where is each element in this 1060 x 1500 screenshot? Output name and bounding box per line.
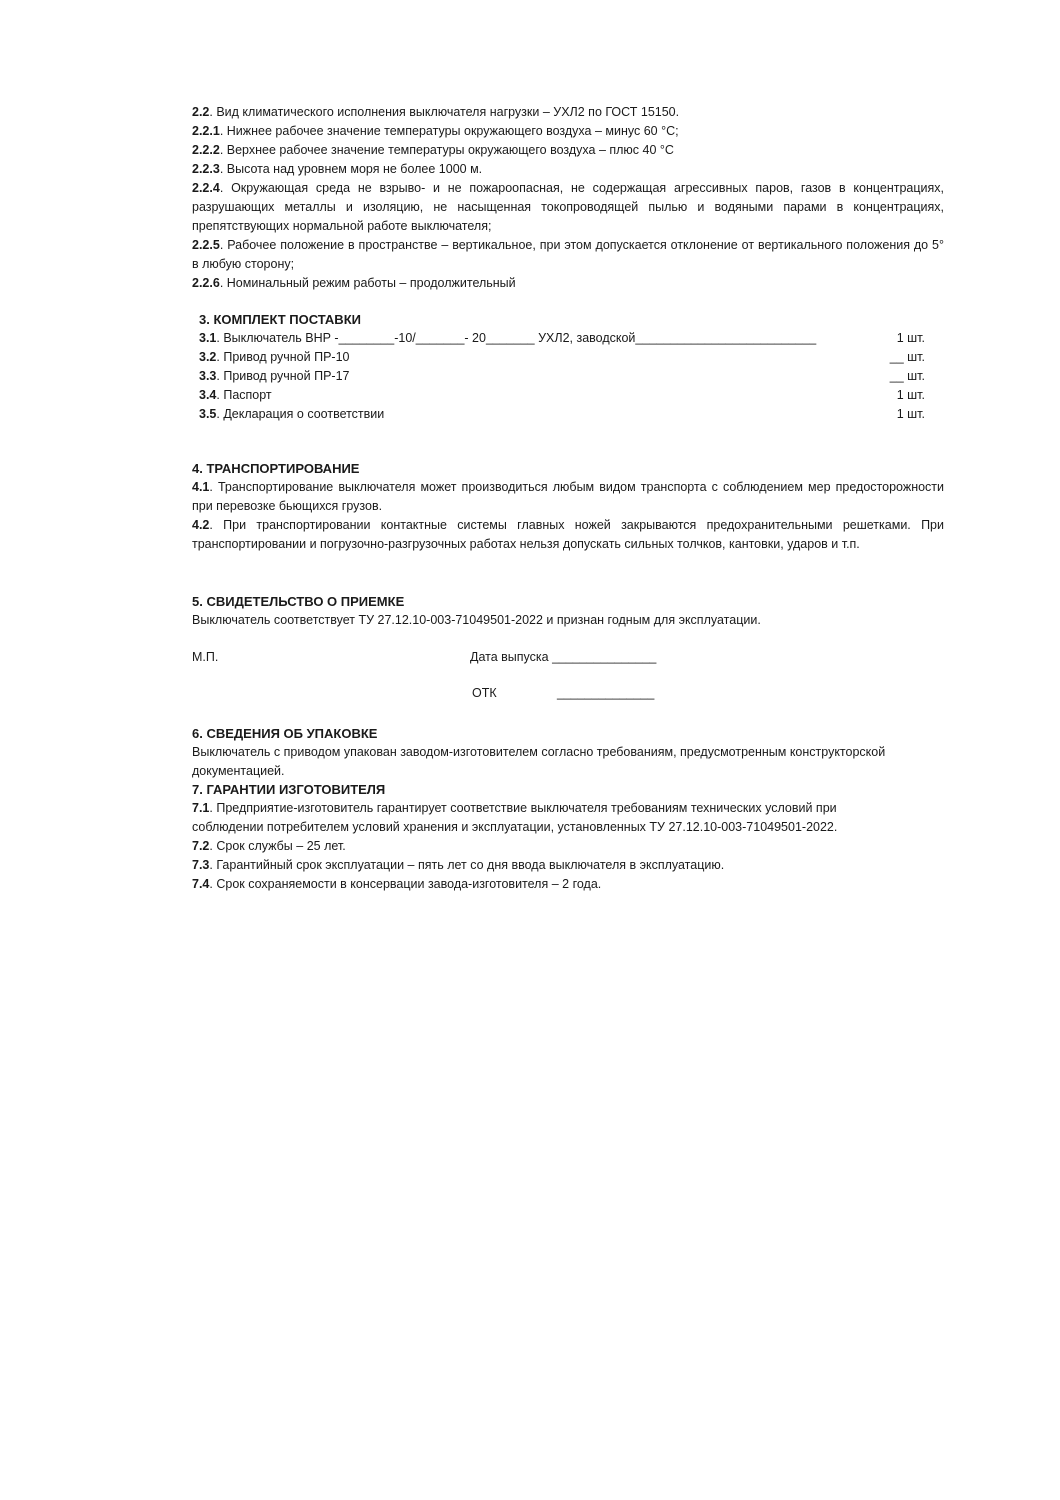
item-7-1: 7.1. Предприятие-изготовитель гарантирует соответствие выключателя требованиям технических условий при соблюдении потребителем условий хранения и эксплуатации, установленных ТУ 27.12.10-003-71049501-2022. <box>192 801 838 834</box>
item-7-2: 7.2. Срок службы – 25 лет. <box>192 839 346 853</box>
item-2-2-5: 2.2.5. Рабочее положение в пространстве – вертикальное, при этом допускается отклонение от вертикального положения до 5° в любую сторону; <box>192 238 944 271</box>
release-date-field: Дата выпуска _______________ <box>470 650 657 664</box>
otk-signature-line: ______________ <box>557 686 655 700</box>
item-7-4: 7.4. Срок сохраняемости в консервации завода-изготовителя – 2 года. <box>192 877 602 891</box>
section-5-heading: 5. СВИДЕТЕЛЬСТВО О ПРИЕМКЕ <box>192 594 405 609</box>
section-3-delivery-set <box>199 310 925 424</box>
delivery-qty: 1 шт. <box>896 407 925 421</box>
delivery-qty: 1 шт. <box>896 388 925 402</box>
delivery-item-3-1: 3.1. Выключатель ВНР -________-10/_______- 20_______ УХЛ2, заводской__________________________ 1 шт. <box>199 329 925 348</box>
section-5-acceptance <box>192 592 944 630</box>
item-2-2-3: 2.2.3. Высота над уровнем моря не более 1000 м. <box>192 162 483 176</box>
delivery-qty: __ шт. <box>889 350 925 364</box>
section-6-heading: 6. СВЕДЕНИЯ ОБ УПАКОВКЕ <box>192 726 378 741</box>
section-6-packaging <box>192 724 944 781</box>
delivery-item-3-2: 3.2. Привод ручной ПР-10 __ шт. <box>199 348 925 367</box>
item-2-2-4: 2.2.4. Окружающая среда не взрыво- и не пожароопасная, не содержащая агрессивных паров, газов в концентрациях, разрушающих металлы и изоляцию, не насыщенная токопроводящей пылью и водяными парами в концентрациях, препятствующих нормальной работе выключателя; <box>192 181 944 233</box>
delivery-item-3-4: 3.4. Паспорт 1 шт. <box>199 386 925 405</box>
delivery-item-3-5: 3.5. Декларация о соответствии 1 шт. <box>199 405 925 424</box>
stamp-place-label: М.П. <box>192 650 219 664</box>
item-2-2-2: 2.2.2. Верхнее рабочее значение температуры окружающего воздуха – плюс 40 °С <box>192 143 674 157</box>
delivery-qty: __ шт. <box>889 369 925 383</box>
section-4-heading: 4. ТРАНСПОРТИРОВАНИЕ <box>192 461 360 476</box>
item-7-3: 7.3. Гарантийный срок эксплуатации – пять лет со дня ввода выключателя в эксплуатацию. <box>192 858 725 872</box>
item-4-2: 4.2. При транспортировании контактные системы главных ножей закрываются предохранительными решетками. При транспортировании и погрузочно-разгрузочных работах нельзя допускать сильных толчков, кантовки, ударов и т.п. <box>192 518 944 551</box>
section-4-transport <box>192 459 944 554</box>
section-7-warranty <box>192 780 892 894</box>
section-2-climate <box>192 103 944 293</box>
delivery-item-3-3: 3.3. Привод ручной ПР-17 __ шт. <box>199 367 925 386</box>
section-3-heading: 3. КОМПЛЕКТ ПОСТАВКИ <box>199 312 361 327</box>
delivery-qty: 1 шт. <box>896 331 925 345</box>
item-4-1: 4.1. Транспортирование выключателя может производиться любым видом транспорта с соблюдением мер предосторожности при перевозке бьющихся грузов. <box>192 480 945 513</box>
item-2-2-6: 2.2.6. Номинальный режим работы – продолжительный <box>192 276 516 290</box>
acceptance-text: Выключатель соответствует ТУ 27.12.10-003-71049501-2022 и признан годным для эксплуатации. <box>192 613 761 627</box>
section-7-heading: 7. ГАРАНТИИ ИЗГОТОВИТЕЛЯ <box>192 782 386 797</box>
item-2-2-1: 2.2.1. Нижнее рабочее значение температуры окружающего воздуха – минус 60 °С; <box>192 124 679 138</box>
item-2-2: 2.2. Вид климатического исполнения выключателя нагрузки – УХЛ2 по ГОСТ 15150. <box>192 105 680 119</box>
otk-label: ОТК <box>472 686 497 700</box>
packaging-text: Выключатель с приводом упакован заводом-изготовителем согласно требованиям, предусмотренным конструкторской документацией. <box>192 745 886 778</box>
